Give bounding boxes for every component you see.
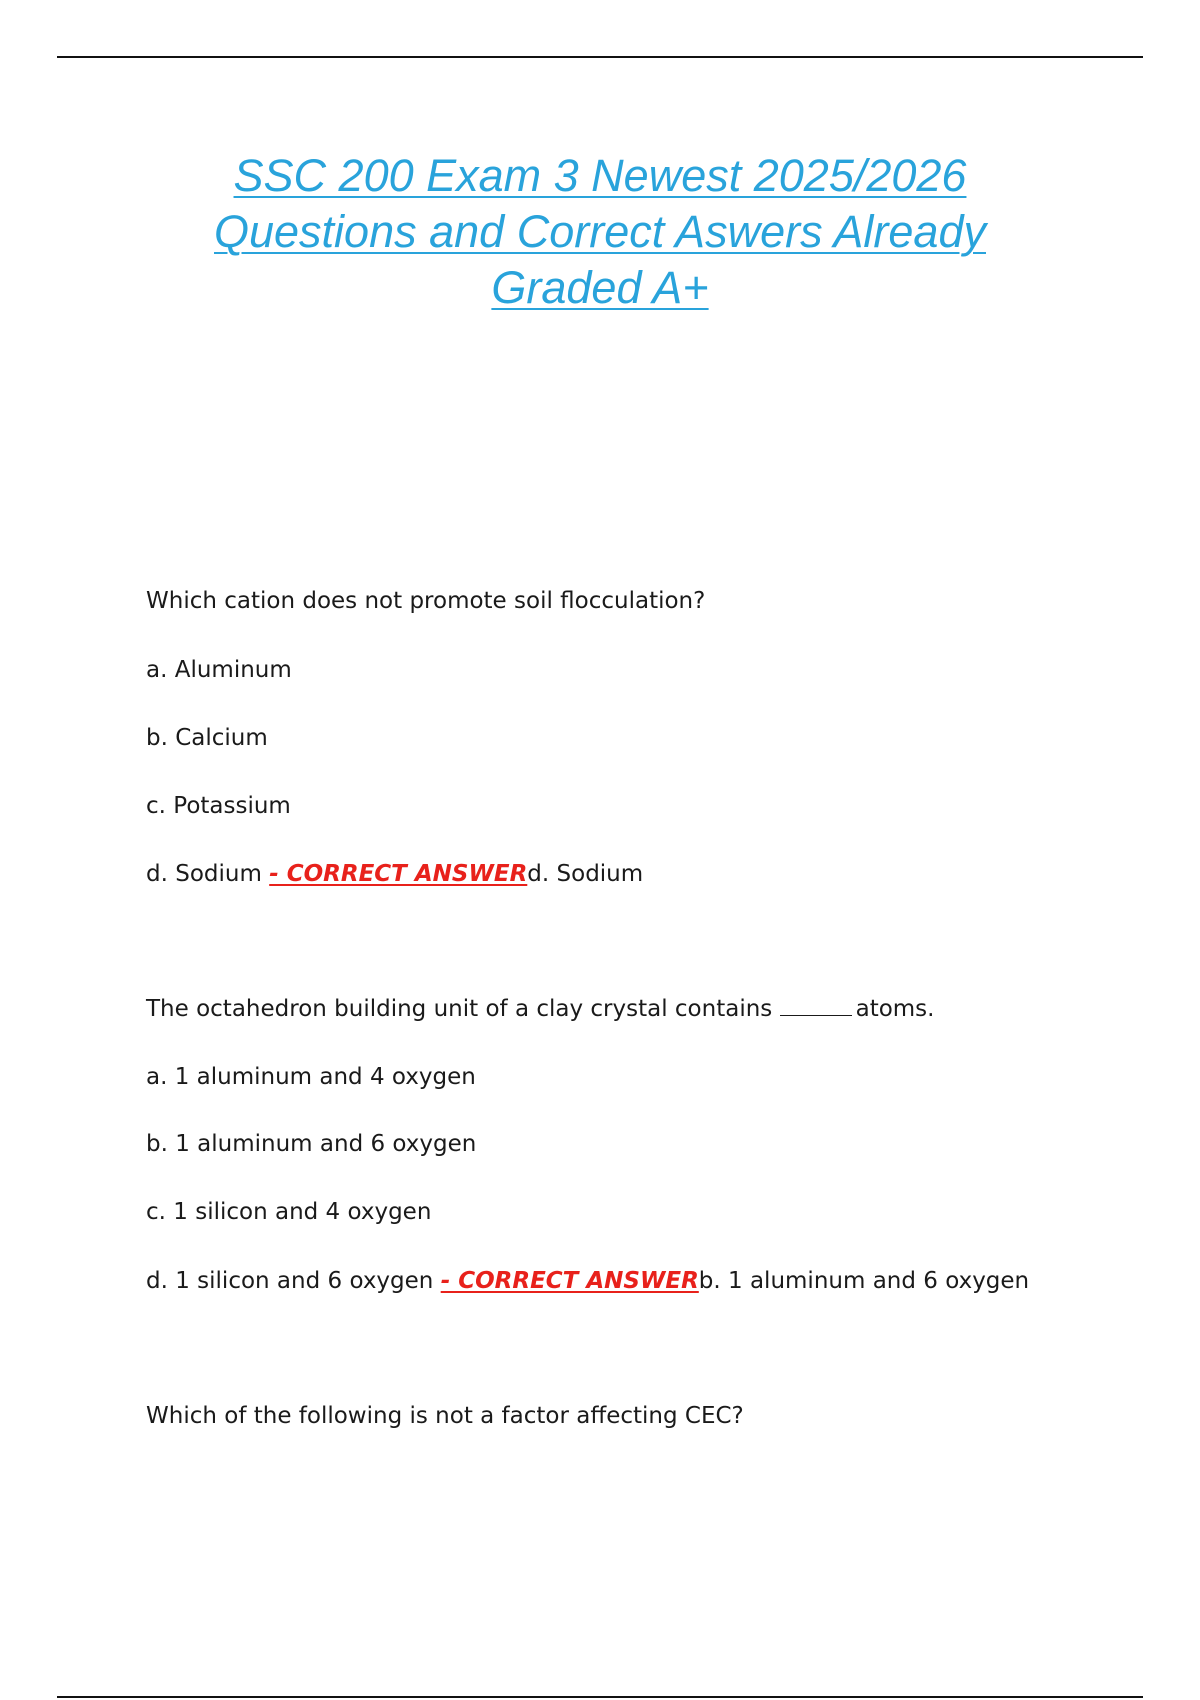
- header-rule: [57, 56, 1143, 58]
- fill-in-blank: [780, 995, 852, 1016]
- title-line-2: Questions and Correct Aswers Already: [214, 206, 986, 257]
- question-2-prompt-before: The octahedron building unit of a clay crystal contains: [146, 996, 773, 1022]
- question-2-option-a: a. 1 aluminum and 4 oxygen: [146, 1064, 476, 1090]
- question-2-prompt: [146, 994, 934, 1024]
- footer-rule: [57, 1696, 1143, 1698]
- question-2-option-d-line: [146, 1266, 1029, 1296]
- document-title: [0, 148, 1200, 316]
- question-1-option-a: a. Aluminum: [146, 657, 292, 683]
- question-2-option-c: c. 1 silicon and 4 oxygen: [146, 1199, 432, 1225]
- question-3-prompt: Which of the following is not a factor affecting CEC?: [146, 1403, 744, 1429]
- question-1-option-d: d. Sodium: [146, 861, 262, 887]
- title-line-3: Graded A+: [491, 262, 709, 313]
- correct-answer-marker: - CORRECT ANSWER: [440, 1268, 699, 1294]
- question-1-option-b: b. Calcium: [146, 725, 268, 751]
- correct-answer-marker: - CORRECT ANSWER: [269, 861, 528, 887]
- question-1-prompt: Which cation does not promote soil flocculation?: [146, 588, 706, 614]
- question-2-answer: b. 1 aluminum and 6 oxygen: [698, 1268, 1030, 1294]
- title-line-1: SSC 200 Exam 3 Newest 2025/2026: [233, 150, 967, 201]
- question-2-prompt-after: atoms.: [855, 996, 935, 1022]
- question-1-answer: d. Sodium: [527, 861, 644, 887]
- question-1-option-d-line: [146, 859, 643, 889]
- question-2-option-b: b. 1 aluminum and 6 oxygen: [146, 1131, 477, 1157]
- question-2-option-d: d. 1 silicon and 6 oxygen: [146, 1268, 434, 1294]
- question-1-option-c: c. Potassium: [146, 793, 291, 819]
